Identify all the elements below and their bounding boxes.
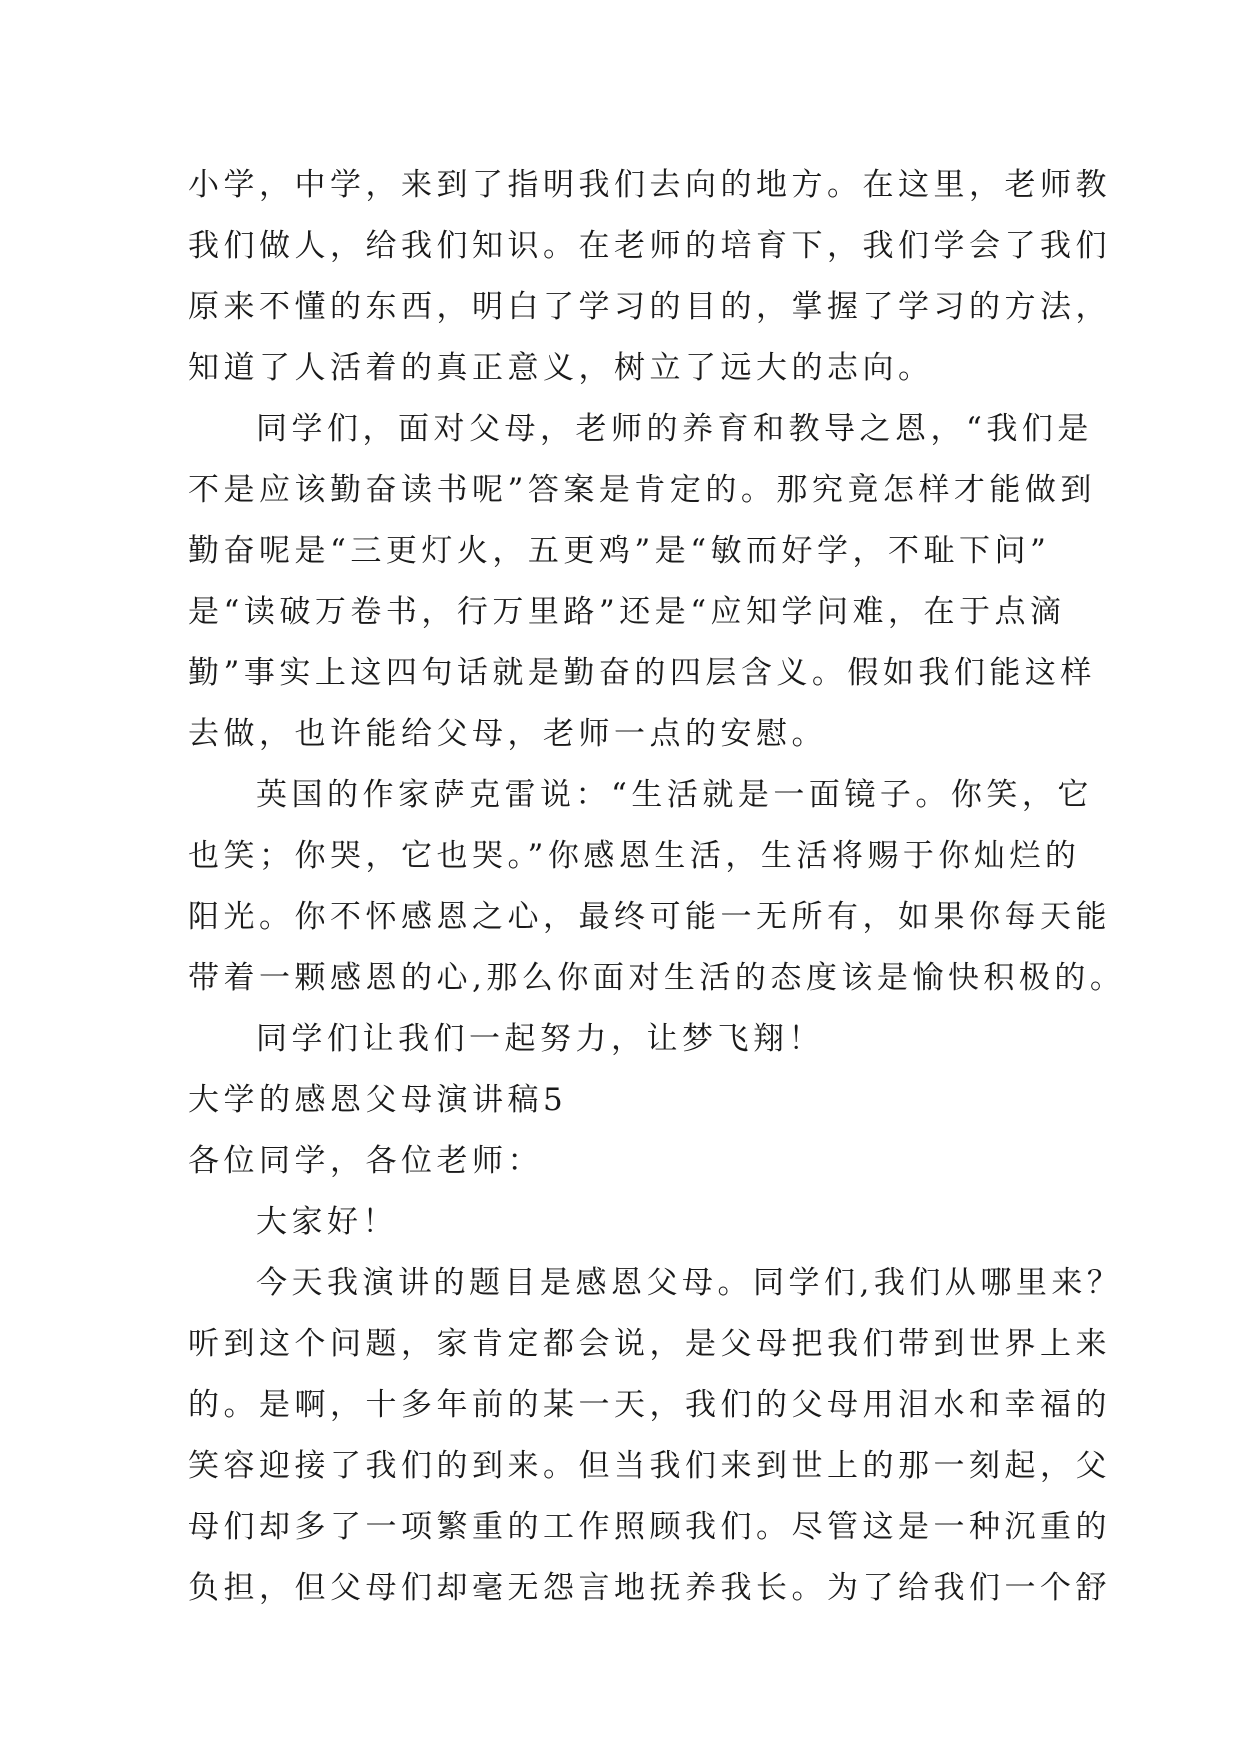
greeting: 大家好！ <box>256 1204 398 1240</box>
text-line: 原来不懂的东西，明白了学习的目的，掌握了学习的方法， <box>188 289 1111 325</box>
text-line: 不是应该勤奋读书呢”答案是肯定的。那究竟怎样才能做到 <box>188 472 1096 508</box>
text-line: 的。是啊，十多年前的某一天，我们的父母用泪水和幸福的 <box>188 1387 1111 1423</box>
text-line: 小学，中学，来到了指明我们去向的地方。在这里，老师教 <box>188 167 1111 203</box>
salutation: 各位同学，各位老师： <box>188 1143 543 1179</box>
text-line: 是“读破万卷书，行万里路”还是“应知学问难，在于点滴 <box>188 594 1066 630</box>
text-line: 阳光。你不怀感恩之心，最终可能一无所有，如果你每天能 <box>188 899 1111 935</box>
paragraph-first-line: 英国的作家萨克雷说：“生活就是一面镜子。你笑，它 <box>256 777 1093 813</box>
text-line: 勤”事实上这四句话就是勤奋的四层含义。假如我们能这样 <box>188 655 1096 691</box>
text-line: 母们却多了一项繁重的工作照顾我们。尽管这是一种沉重的 <box>188 1509 1111 1545</box>
text-line: 勤奋呢是“三更灯火，五更鸡”是“敏而好学，不耻下问” <box>188 533 1051 569</box>
text-line: 去做，也许能给父母，老师一点的安慰。 <box>188 716 827 752</box>
paragraph-first-line: 今天我演讲的题目是感恩父母。同学们,我们从哪里来？ <box>256 1265 1123 1301</box>
text-line: 笑容迎接了我们的到来。但当我们来到世上的那一刻起，父 <box>188 1448 1111 1484</box>
text-line: 知道了人活着的真正意义，树立了远大的志向。 <box>188 350 934 386</box>
text-line: 也笑；你哭，它也哭。”你感恩生活，生活将赐于你灿烂的 <box>188 838 1081 874</box>
text-line: 我们做人，给我们知识。在老师的培育下，我们学会了我们 <box>188 228 1111 264</box>
document-body <box>188 155 1126 1619</box>
paragraph-first-line: 同学们，面对父母，老师的养育和教导之恩，“我们是 <box>256 411 1093 447</box>
text-line: 听到这个问题，家肯定都会说，是父母把我们带到世界上来 <box>188 1326 1111 1362</box>
text-line: 负担，但父母们却毫无怨言地抚养我长。为了给我们一个舒 <box>188 1570 1111 1606</box>
section-title: 大学的感恩父母演讲稿5 <box>188 1082 568 1118</box>
paragraph-first-line: 同学们让我们一起努力，让梦飞翔！ <box>256 1021 824 1057</box>
text-line: 带着一颗感恩的心,那么你面对生活的态度该是愉快积极的。 <box>188 960 1126 996</box>
